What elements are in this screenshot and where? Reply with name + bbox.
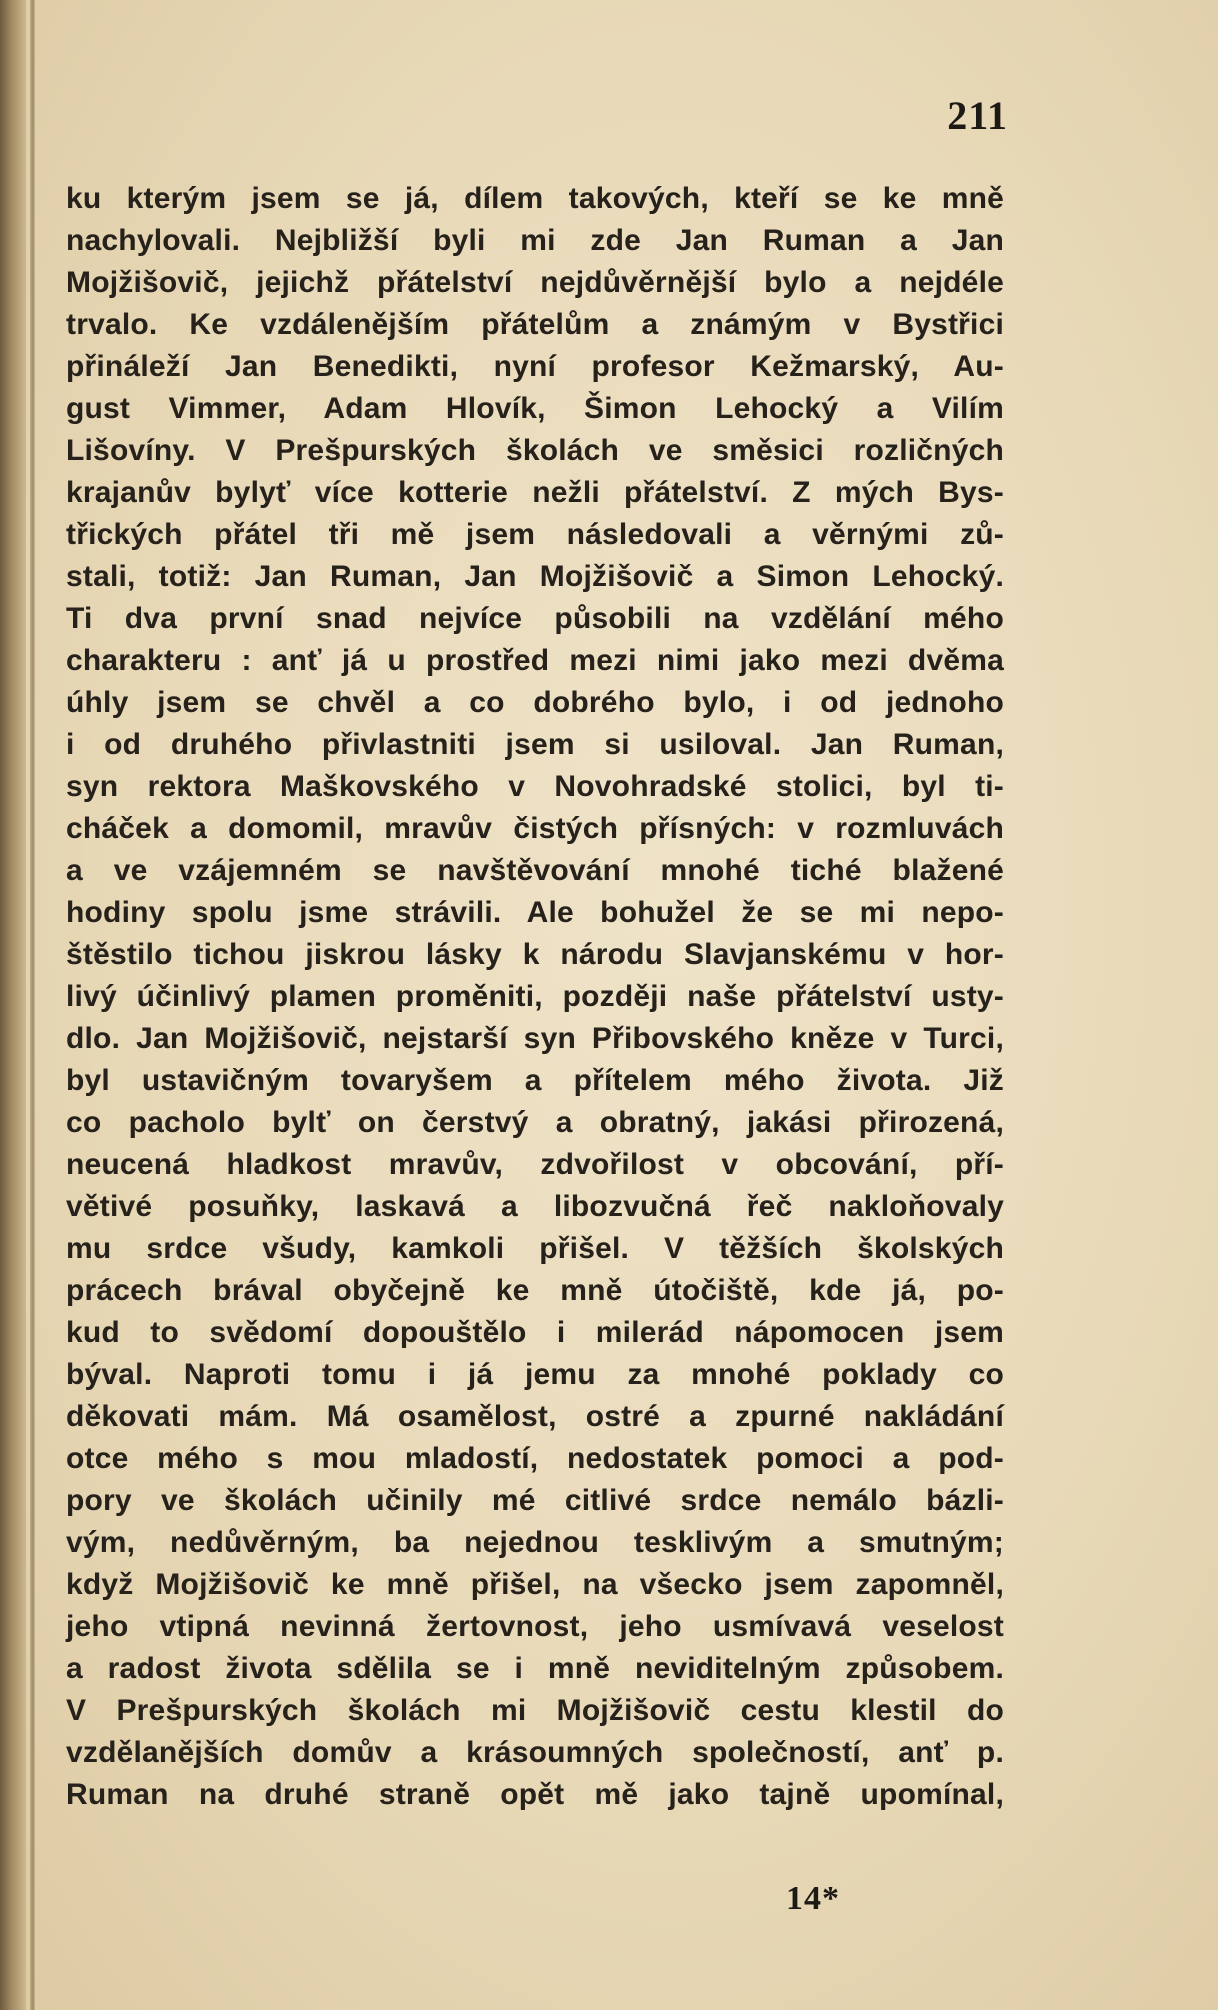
text-line: Ti dva první snad nejvíce působili na vzdělání mého [66, 602, 1004, 635]
text-line: Lišovíny. V Prešpurských školách ve směsici rozličných [66, 434, 1004, 467]
text-line: děkovati mám. Má osamělost, ostré a zpurné nakládání [66, 1400, 1004, 1433]
text-line: stali, totiž: Jan Ruman, Jan Mojžišovič a Simon Lehocký. [66, 560, 1004, 593]
text-line: Ruman na druhé straně opět mě jako tajně upomínal, [66, 1778, 1004, 1811]
text-line: krajanův bylyť více kotterie nežli přátelství. Z mých Bys- [66, 476, 1004, 509]
text-line: livý účinlivý plamen proměniti, později naše přátelství usty- [66, 980, 1004, 1013]
text-line: štěstilo tichou jiskrou lásky k národu Slavjanskému v hor- [66, 938, 1004, 971]
text-line: a ve vzájemném se navštěvování mnohé tiché blažené [66, 854, 1004, 887]
text-line: nachylovali. Nejbližší byli mi zde Jan Ruman a Jan [66, 224, 1004, 257]
text-line: kud to svědomí dopouštělo i milerád nápomocen jsem [66, 1316, 1004, 1349]
text-line: mu srdce všudy, kamkoli přišel. V těžších školských [66, 1232, 1004, 1265]
body-text [66, 178, 1004, 1816]
text-line: i od druhého přivlastniti jsem si usiloval. Jan Ruman, [66, 728, 1004, 761]
text-line: gust Vimmer, Adam Hlovík, Šimon Lehocký a Vilím [66, 392, 1004, 425]
text-line: jeho vtipná nevinná žertovnost, jeho usmívavá veselost [66, 1610, 1004, 1643]
text-line: býval. Naproti tomu i já jemu za mnohé poklady co [66, 1358, 1004, 1391]
text-line: syn rektora Maškovského v Novohradské stolici, byl ti- [66, 770, 1004, 803]
text-line: přináleží Jan Benedikti, nyní profesor Kežmarský, Au- [66, 350, 1004, 383]
text-line: cháček a domomil, mravův čistých přísných: v rozmluvách [66, 812, 1004, 845]
text-line: ku kterým jsem se já, dílem takových, kteří se ke mně [66, 182, 1004, 215]
text-line: když Mojžišovič ke mně přišel, na všecko jsem zapomněl, [66, 1568, 1004, 1601]
binding-shadow-line [30, 0, 35, 2010]
text-line: úhly jsem se chvěl a co dobrého bylo, i od jednoho [66, 686, 1004, 719]
text-line: neucená hladkost mravův, zdvořilost v obcování, pří- [66, 1148, 1004, 1181]
text-line: Mojžišovič, jejichž přátelství nejdůvěrnější bylo a nejdéle [66, 266, 1004, 299]
binding-edge [0, 0, 26, 2010]
text-line: V Prešpurských školách mi Mojžišovič cestu klestil do [66, 1694, 1004, 1727]
text-line: prácech brával obyčejně ke mně útočiště, kde já, po- [66, 1274, 1004, 1307]
text-line: dlo. Jan Mojžišovič, nejstarší syn Přibovského kněze v Turci, [66, 1022, 1004, 1055]
text-line: větivé posuňky, laskavá a libozvučná řeč nakloňovaly [66, 1190, 1004, 1223]
text-line: co pacholo bylť on čerstvý a obratný, jakási přirozená, [66, 1106, 1004, 1139]
page-number: 211 [947, 93, 1008, 138]
text-line: vým, nedůvěrným, ba nejednou tesklivým a smutným; [66, 1526, 1004, 1559]
text-line: hodiny spolu jsme strávili. Ale bohužel že se mi nepo- [66, 896, 1004, 929]
text-line: trvalo. Ke vzdálenějším přátelům a známým v Bystřici [66, 308, 1004, 341]
text-line: a radost života sdělila se i mně neviditelným způsobem. [66, 1652, 1004, 1685]
text-line: třických přátel tři mě jsem následovali a věrnými zů- [66, 518, 1004, 551]
text-line: charakteru : anť já u prostřed mezi nimi jako mezi dvěma [66, 644, 1004, 677]
text-line: otce mého s mou mladostí, nedostatek pomoci a pod- [66, 1442, 1004, 1475]
text-line: pory ve školách učinily mé citlivé srdce nemálo bázli- [66, 1484, 1004, 1517]
text-line: byl ustavičným tovaryšem a přítelem mého života. Již [66, 1064, 1004, 1097]
signature-mark: 14* [786, 1880, 840, 1917]
text-line: vzdělanějších domův a krásoumných společností, anť p. [66, 1736, 1004, 1769]
